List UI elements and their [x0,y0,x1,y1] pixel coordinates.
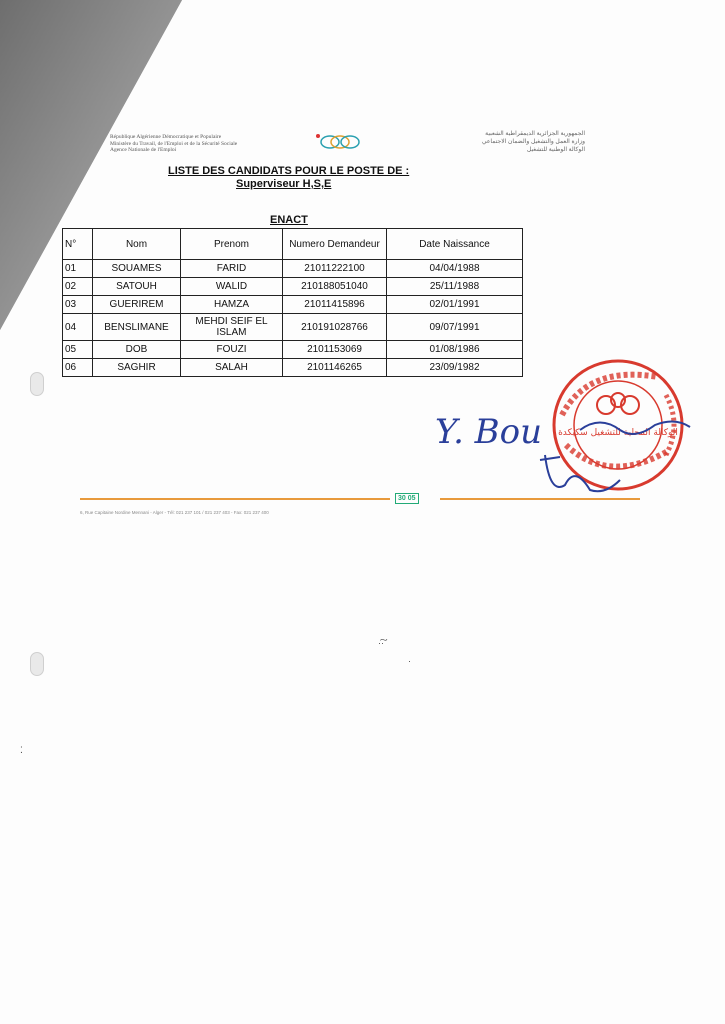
company-name: ENACT [270,214,308,226]
table-row [63,359,523,377]
header-left [110,134,290,154]
table-cell: FOUZI [181,341,283,359]
table-row [63,278,523,296]
table-cell: 210191028766 [283,314,387,341]
header-right-line: وزارة العمل والتشغيل والضمان الاجتماعي [481,139,585,145]
table-cell: 09/07/1991 [387,314,523,341]
scan-speck: ·͠· [378,638,384,648]
document-title: LISTE DES CANDIDATS POUR LE POSTE DE : [168,165,410,177]
table-cell: 05 [63,341,93,359]
signature-text: Y. Bou [435,412,543,452]
table-cell: 2101146265 [283,359,387,377]
punch-hole-top [30,372,44,396]
footer-code: 30 05 [395,493,419,504]
table-cell: 03 [63,296,93,314]
scan-speck: ⁚ [20,745,23,755]
header-right-line: الوكالة الوطنية للتشغيل [526,147,585,153]
footer-address: 6, Rue Capitaine Nordine Mennani - Alger - Tél: 021 237 101 / 021 237 403 - Fax: 021 237 400 [80,510,269,515]
table-cell: 02 [63,278,93,296]
table-cell: HAMZA [181,296,283,314]
header-cell: Nom [93,229,181,260]
table-cell: 01/08/1986 [387,341,523,359]
table-cell: 02/01/1991 [387,296,523,314]
table-cell: 210188051040 [283,278,387,296]
table-cell: 21011222100 [283,260,387,278]
header-left-line: Ministère du Travail, de l'Emploi et de la Sécurité Sociale [110,140,238,147]
table-row [63,314,523,341]
header-right [415,130,585,154]
header-left-line: Agence Nationale de l'Emploi [110,147,177,153]
signature [430,395,700,505]
header-left-line: République Algérienne Démocratique et Populaire [110,134,222,140]
header-cell: Prenom [181,229,283,260]
table-row [63,341,523,359]
table-cell: 25/11/1988 [387,278,523,296]
footer-rule [80,498,640,501]
table-cell: WALID [181,278,283,296]
table-cell: 2101153069 [283,341,387,359]
stamp-text: الوكالة المحلية للتشغيل سكيكدة [558,428,678,438]
header-cell: N° [63,229,93,260]
table-cell: 23/09/1982 [387,359,523,377]
scan-speck: · [408,656,411,666]
table-cell: FARID [181,260,283,278]
table-cell: 06 [63,359,93,377]
table-cell: 04/04/1988 [387,260,523,278]
header-cell: Date Naissance [387,229,523,260]
candidates-table [62,228,523,377]
table-cell: 01 [63,260,93,278]
table-header-row [63,229,523,260]
anem-logo-icon [310,132,370,152]
table-cell: GUERIREM [93,296,181,314]
table-row [63,296,523,314]
table-cell: BENSLIMANE [93,314,181,341]
header-cell: Numero Demandeur [283,229,387,260]
table-cell: SALAH [181,359,283,377]
table-cell: SOUAMES [93,260,181,278]
table-row [63,260,523,278]
table-cell: DOB [93,341,181,359]
table-cell: SATOUH [93,278,181,296]
table-cell: 21011415896 [283,296,387,314]
punch-hole-bottom [30,652,44,676]
header-right-line: الجمهورية الجزائرية الديمقراطية الشعبية [485,131,585,137]
table-cell: 04 [63,314,93,341]
table-cell: MEHDI SEIF EL ISLAM [181,314,283,341]
position-title: Superviseur H,S,E [236,178,332,190]
table-cell: SAGHIR [93,359,181,377]
